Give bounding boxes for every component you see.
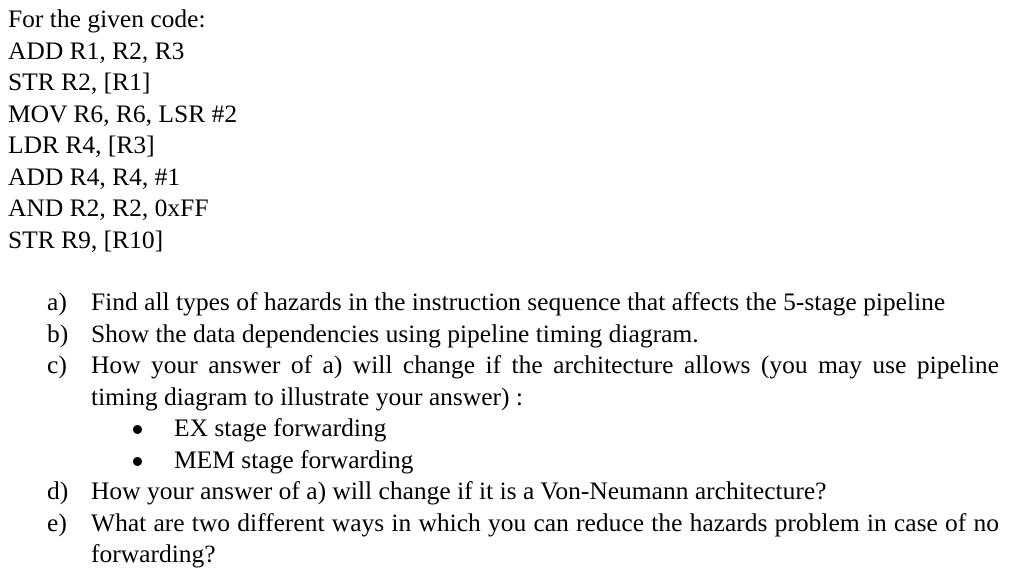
bullet-dot-icon — [133, 457, 142, 466]
question-marker: d) — [47, 476, 69, 505]
question-marker: a) — [47, 287, 67, 316]
question-text: What are two different ways in which you can reduce the hazards problem in case of no forwarding? — [91, 507, 999, 568]
code-line: ADD R4, R4, #1 — [8, 161, 181, 191]
code-line: MOV R6, R6, LSR #2 — [8, 98, 238, 128]
forwarding-options-list — [47, 412, 999, 475]
question-a — [47, 286, 999, 318]
code-line: ADD R1, R2, R3 — [8, 35, 185, 65]
question-text: Show the data dependencies using pipeline timing diagram. — [91, 318, 699, 348]
question-c — [47, 349, 999, 412]
bullet-dot-icon — [133, 425, 142, 434]
question-text: Find all types of hazards in the instruction sequence that affects the 5-stage pipeline — [91, 287, 946, 316]
question-text: How your answer of a) will change if it is a Von-Neumann architecture? — [91, 476, 827, 505]
question-marker: c) — [47, 350, 67, 379]
code-line: AND R2, R2, 0xFF — [8, 193, 209, 222]
question-e — [47, 507, 999, 570]
code-block — [8, 3, 237, 255]
bullet-text: EX stage forwarding — [174, 413, 387, 442]
question-d — [47, 475, 999, 507]
bullet-text: MEM stage forwarding — [174, 444, 414, 474]
intro-text: For the given code: — [8, 4, 206, 33]
bullet-item — [47, 444, 999, 476]
question-marker: e) — [47, 507, 67, 537]
code-line: STR R9, [R10] — [8, 224, 164, 254]
question-text: How your answer of a) will change if the architecture allows (you may use pipeline timing diagram to illustrate your answer) : — [91, 350, 999, 411]
code-line: LDR R4, [R3] — [8, 130, 155, 159]
bullet-item — [47, 412, 999, 444]
question-list — [47, 286, 999, 570]
question-b — [47, 318, 999, 350]
question-marker: b) — [47, 318, 69, 348]
code-line: STR R2, [R1] — [8, 67, 151, 96]
